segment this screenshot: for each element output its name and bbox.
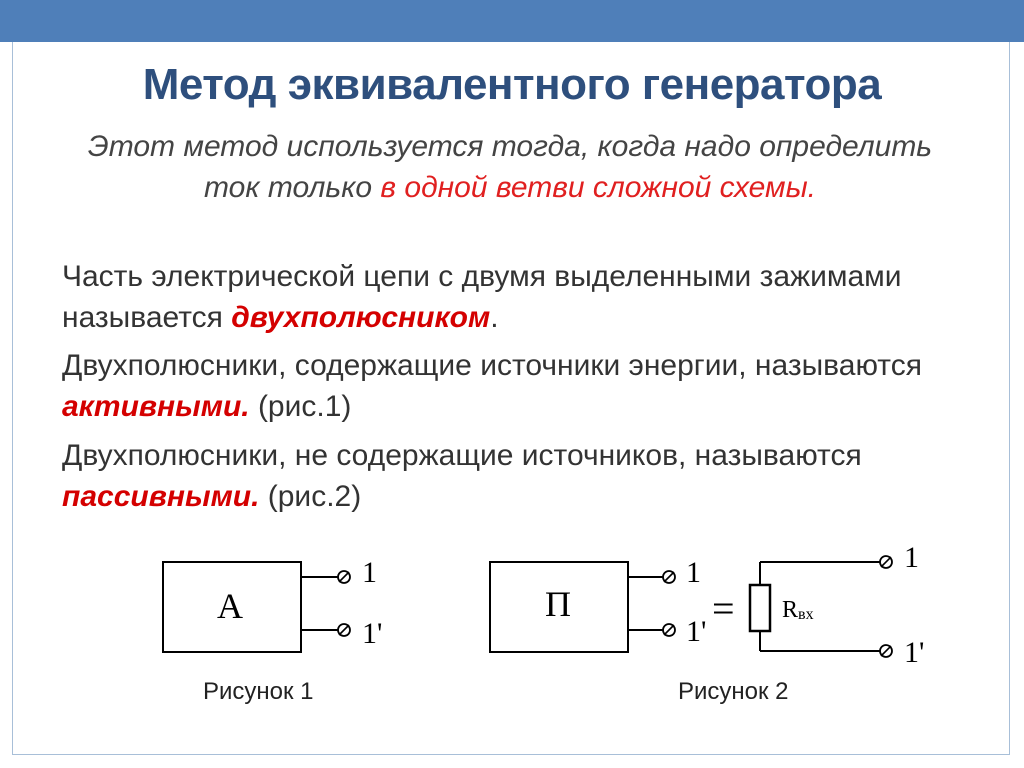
- paragraph-active: [62, 345, 942, 427]
- figure1-terminal-bottom-label: 1': [362, 617, 383, 650]
- figure2-equals: =: [712, 586, 735, 631]
- figure2-box-label: П: [545, 584, 571, 624]
- paragraph-emphasis: активными.: [62, 390, 250, 423]
- header-bar: [0, 0, 1024, 42]
- figure2-terminal-bottom-label: 1': [686, 615, 707, 648]
- figure2-resistor-subscript: вх: [798, 606, 814, 623]
- figure2-resistor-icon: [750, 585, 770, 631]
- paragraph-text-end: .: [490, 301, 499, 334]
- paragraph-emphasis: двухполюсником: [231, 301, 491, 334]
- paragraph-emphasis: пассивными.: [62, 480, 260, 513]
- subtitle-highlight: в одной ветви сложной схемы.: [380, 171, 817, 204]
- paragraph-text: Часть электрической цепи с двумя выделенными зажимами называется: [62, 260, 902, 334]
- paragraph-passive: [62, 435, 942, 517]
- figure2-out-terminal-top-label: 1: [904, 541, 919, 574]
- subtitle-text: Этот метод используется тогда, когда надо определить ток только: [87, 130, 933, 204]
- slide-title: Метод эквивалентного генератора: [142, 60, 882, 109]
- figure1-terminal-top-label: 1: [362, 556, 377, 589]
- paragraph-text-end: (рис.2): [259, 480, 362, 513]
- slide-subtitle: [80, 126, 940, 208]
- figure2-terminal-top-label: 1: [686, 556, 701, 589]
- figure2-resistor-letter: R: [782, 597, 799, 623]
- figure1-box-label: A: [217, 586, 243, 626]
- paragraph-text: Двухполюсники, не содержащие источников, называются: [62, 439, 862, 472]
- paragraph-text-end: (рис.1): [249, 390, 352, 423]
- figure1-caption: Рисунок 1: [203, 678, 314, 705]
- figure1-diagram: [150, 552, 410, 662]
- figure2-out-terminal-bottom-label: 1': [904, 636, 925, 669]
- figure2-diagram: [480, 540, 950, 675]
- figure2-resistor-label: [782, 597, 814, 623]
- paragraph-two-terminal: [62, 256, 942, 338]
- figure2-caption: Рисунок 2: [678, 678, 789, 705]
- paragraph-text: Двухполюсники, содержащие источники энергии, называются: [62, 349, 922, 382]
